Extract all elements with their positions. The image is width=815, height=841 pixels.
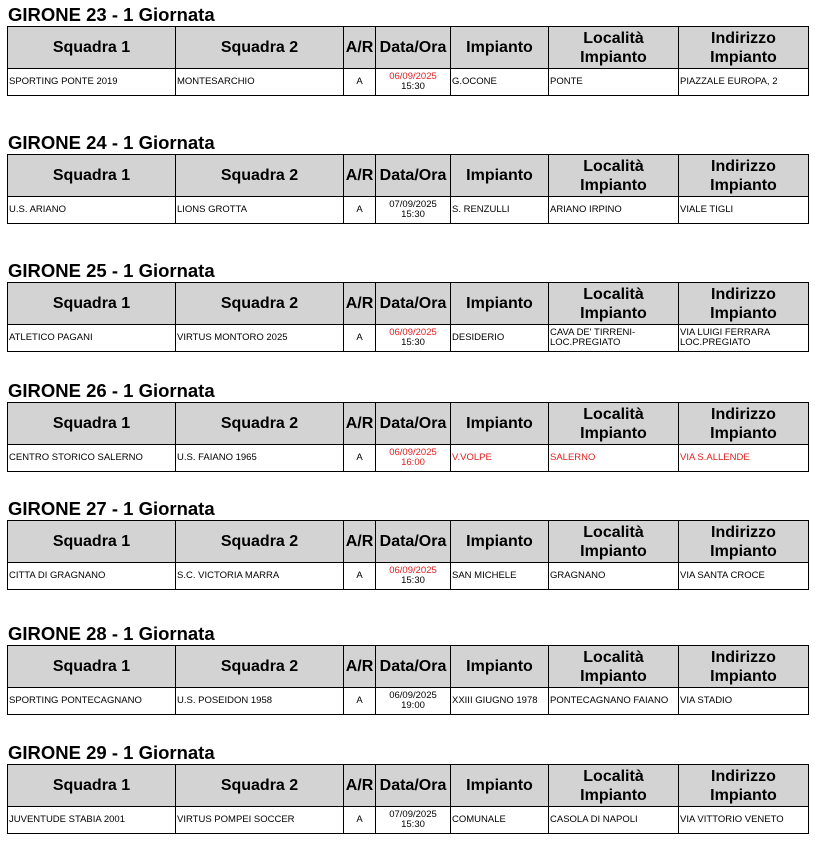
header-team1: Squadra 1 xyxy=(8,646,176,688)
header-venue: Impianto xyxy=(451,283,549,325)
header-locality: Località Impianto xyxy=(549,765,679,807)
header-locality: Località Impianto xyxy=(549,27,679,69)
match-row xyxy=(8,197,809,224)
header-locality: Località Impianto xyxy=(549,646,679,688)
header-address: Indirizzo Impianto xyxy=(679,27,809,69)
ar-cell: A xyxy=(344,563,376,590)
ar-cell: A xyxy=(344,197,376,224)
header-locality: Località Impianto xyxy=(549,155,679,197)
match-time: 15:30 xyxy=(401,81,425,92)
datetime-cell xyxy=(376,325,451,352)
match-date: 06/09/2025 xyxy=(389,327,437,338)
header-row xyxy=(8,521,809,563)
header-team1: Squadra 1 xyxy=(8,283,176,325)
ar-cell: A xyxy=(344,325,376,352)
section-title: GIRONE 24 - 1 Giornata xyxy=(8,132,215,153)
fixture-table xyxy=(7,154,809,224)
team2-cell: U.S. POSEIDON 1958 xyxy=(176,688,344,715)
datetime-cell xyxy=(376,197,451,224)
header-ar: A/R xyxy=(344,765,376,807)
match-time: 15:30 xyxy=(401,575,425,586)
match-time: 15:30 xyxy=(401,819,425,830)
datetime-cell xyxy=(376,688,451,715)
datetime-cell xyxy=(376,445,451,472)
team1-cell: JUVENTUDE STABIA 2001 xyxy=(8,807,176,834)
address-cell: PIAZZALE EUROPA, 2 xyxy=(679,69,809,96)
header-ar: A/R xyxy=(344,646,376,688)
venue-cell: G.OCONE xyxy=(451,69,549,96)
team1-cell: ATLETICO PAGANI xyxy=(8,325,176,352)
address-cell: VIA VITTORIO VENETO xyxy=(679,807,809,834)
address-cell: VIA LUIGI FERRARA LOC.PREGIATO xyxy=(679,325,809,352)
team1-cell: U.S. ARIANO xyxy=(8,197,176,224)
header-team1: Squadra 1 xyxy=(8,521,176,563)
match-time: 15:30 xyxy=(401,209,425,220)
match-row xyxy=(8,325,809,352)
address-cell: VIA STADIO xyxy=(679,688,809,715)
fixture-table xyxy=(7,282,809,352)
header-row xyxy=(8,765,809,807)
match-date: 07/09/2025 xyxy=(389,809,437,820)
address-cell: VIALE TIGLI xyxy=(679,197,809,224)
header-ar: A/R xyxy=(344,403,376,445)
header-locality: Località Impianto xyxy=(549,283,679,325)
datetime-cell xyxy=(376,563,451,590)
header-ar: A/R xyxy=(344,521,376,563)
header-team2: Squadra 2 xyxy=(176,765,344,807)
match-date: 06/09/2025 xyxy=(389,690,437,701)
match-row xyxy=(8,445,809,472)
header-team1: Squadra 1 xyxy=(8,27,176,69)
locality-cell: CAVA DE' TIRRENI-LOC.PREGIATO xyxy=(549,325,679,352)
header-address: Indirizzo Impianto xyxy=(679,646,809,688)
address-cell: VIA SANTA CROCE xyxy=(679,563,809,590)
section-title: GIRONE 23 - 1 Giornata xyxy=(8,4,215,25)
address-cell: VIA S.ALLENDE xyxy=(679,445,809,472)
header-datetime: Data/Ora xyxy=(376,283,451,325)
header-row xyxy=(8,283,809,325)
datetime-cell xyxy=(376,69,451,96)
team2-cell: S.C. VICTORIA MARRA xyxy=(176,563,344,590)
fixture-table xyxy=(7,764,809,834)
fixture-table xyxy=(7,520,809,590)
header-ar: A/R xyxy=(344,155,376,197)
match-time: 15:30 xyxy=(401,337,425,348)
header-venue: Impianto xyxy=(451,403,549,445)
locality-cell: PONTE xyxy=(549,69,679,96)
header-team2: Squadra 2 xyxy=(176,403,344,445)
match-row xyxy=(8,688,809,715)
fixture-table xyxy=(7,645,809,715)
match-row xyxy=(8,563,809,590)
section-title: GIRONE 28 - 1 Giornata xyxy=(8,623,215,644)
ar-cell: A xyxy=(344,688,376,715)
team2-cell: MONTESARCHIO xyxy=(176,69,344,96)
header-locality: Località Impianto xyxy=(549,521,679,563)
match-date: 06/09/2025 xyxy=(389,71,437,82)
ar-cell: A xyxy=(344,445,376,472)
header-datetime: Data/Ora xyxy=(376,403,451,445)
team1-cell: CITTA DI GRAGNANO xyxy=(8,563,176,590)
header-address: Indirizzo Impianto xyxy=(679,521,809,563)
venue-cell: V.VOLPE xyxy=(451,445,549,472)
header-venue: Impianto xyxy=(451,646,549,688)
locality-cell: GRAGNANO xyxy=(549,563,679,590)
header-datetime: Data/Ora xyxy=(376,27,451,69)
header-ar: A/R xyxy=(344,283,376,325)
locality-cell: PONTECAGNANO FAIANO xyxy=(549,688,679,715)
venue-cell: XXIII GIUGNO 1978 xyxy=(451,688,549,715)
header-address: Indirizzo Impianto xyxy=(679,155,809,197)
team2-cell: LIONS GROTTA xyxy=(176,197,344,224)
header-datetime: Data/Ora xyxy=(376,646,451,688)
header-datetime: Data/Ora xyxy=(376,765,451,807)
header-venue: Impianto xyxy=(451,521,549,563)
fixture-table xyxy=(7,26,809,96)
venue-cell: SAN MICHELE xyxy=(451,563,549,590)
header-row xyxy=(8,403,809,445)
team1-cell: CENTRO STORICO SALERNO xyxy=(8,445,176,472)
ar-cell: A xyxy=(344,69,376,96)
match-date: 06/09/2025 xyxy=(389,447,437,458)
header-row xyxy=(8,646,809,688)
header-venue: Impianto xyxy=(451,155,549,197)
section-title: GIRONE 26 - 1 Giornata xyxy=(8,380,215,401)
team2-cell: VIRTUS POMPEI SOCCER xyxy=(176,807,344,834)
section-title: GIRONE 25 - 1 Giornata xyxy=(8,260,215,281)
ar-cell: A xyxy=(344,807,376,834)
section-title: GIRONE 27 - 1 Giornata xyxy=(8,498,215,519)
match-row xyxy=(8,807,809,834)
header-datetime: Data/Ora xyxy=(376,521,451,563)
header-ar: A/R xyxy=(344,27,376,69)
locality-cell: SALERNO xyxy=(549,445,679,472)
match-row xyxy=(8,69,809,96)
team2-cell: VIRTUS MONTORO 2025 xyxy=(176,325,344,352)
header-address: Indirizzo Impianto xyxy=(679,283,809,325)
header-address: Indirizzo Impianto xyxy=(679,765,809,807)
header-datetime: Data/Ora xyxy=(376,155,451,197)
header-team2: Squadra 2 xyxy=(176,646,344,688)
match-time: 19:00 xyxy=(401,700,425,711)
header-team2: Squadra 2 xyxy=(176,283,344,325)
locality-cell: ARIANO IRPINO xyxy=(549,197,679,224)
datetime-cell xyxy=(376,807,451,834)
header-team2: Squadra 2 xyxy=(176,521,344,563)
venue-cell: COMUNALE xyxy=(451,807,549,834)
locality-cell: CASOLA DI NAPOLI xyxy=(549,807,679,834)
team1-cell: SPORTING PONTE 2019 xyxy=(8,69,176,96)
fixture-table xyxy=(7,402,809,472)
venue-cell: DESIDERIO xyxy=(451,325,549,352)
match-time: 16:00 xyxy=(401,457,425,468)
header-locality: Località Impianto xyxy=(549,403,679,445)
header-team1: Squadra 1 xyxy=(8,765,176,807)
header-team2: Squadra 2 xyxy=(176,27,344,69)
header-team1: Squadra 1 xyxy=(8,155,176,197)
match-date: 07/09/2025 xyxy=(389,199,437,210)
header-row xyxy=(8,27,809,69)
team1-cell: SPORTING PONTECAGNANO xyxy=(8,688,176,715)
header-venue: Impianto xyxy=(451,27,549,69)
team2-cell: U.S. FAIANO 1965 xyxy=(176,445,344,472)
header-venue: Impianto xyxy=(451,765,549,807)
header-team2: Squadra 2 xyxy=(176,155,344,197)
venue-cell: S. RENZULLI xyxy=(451,197,549,224)
match-date: 06/09/2025 xyxy=(389,565,437,576)
header-team1: Squadra 1 xyxy=(8,403,176,445)
header-address: Indirizzo Impianto xyxy=(679,403,809,445)
section-title: GIRONE 29 - 1 Giornata xyxy=(8,742,215,763)
header-row xyxy=(8,155,809,197)
